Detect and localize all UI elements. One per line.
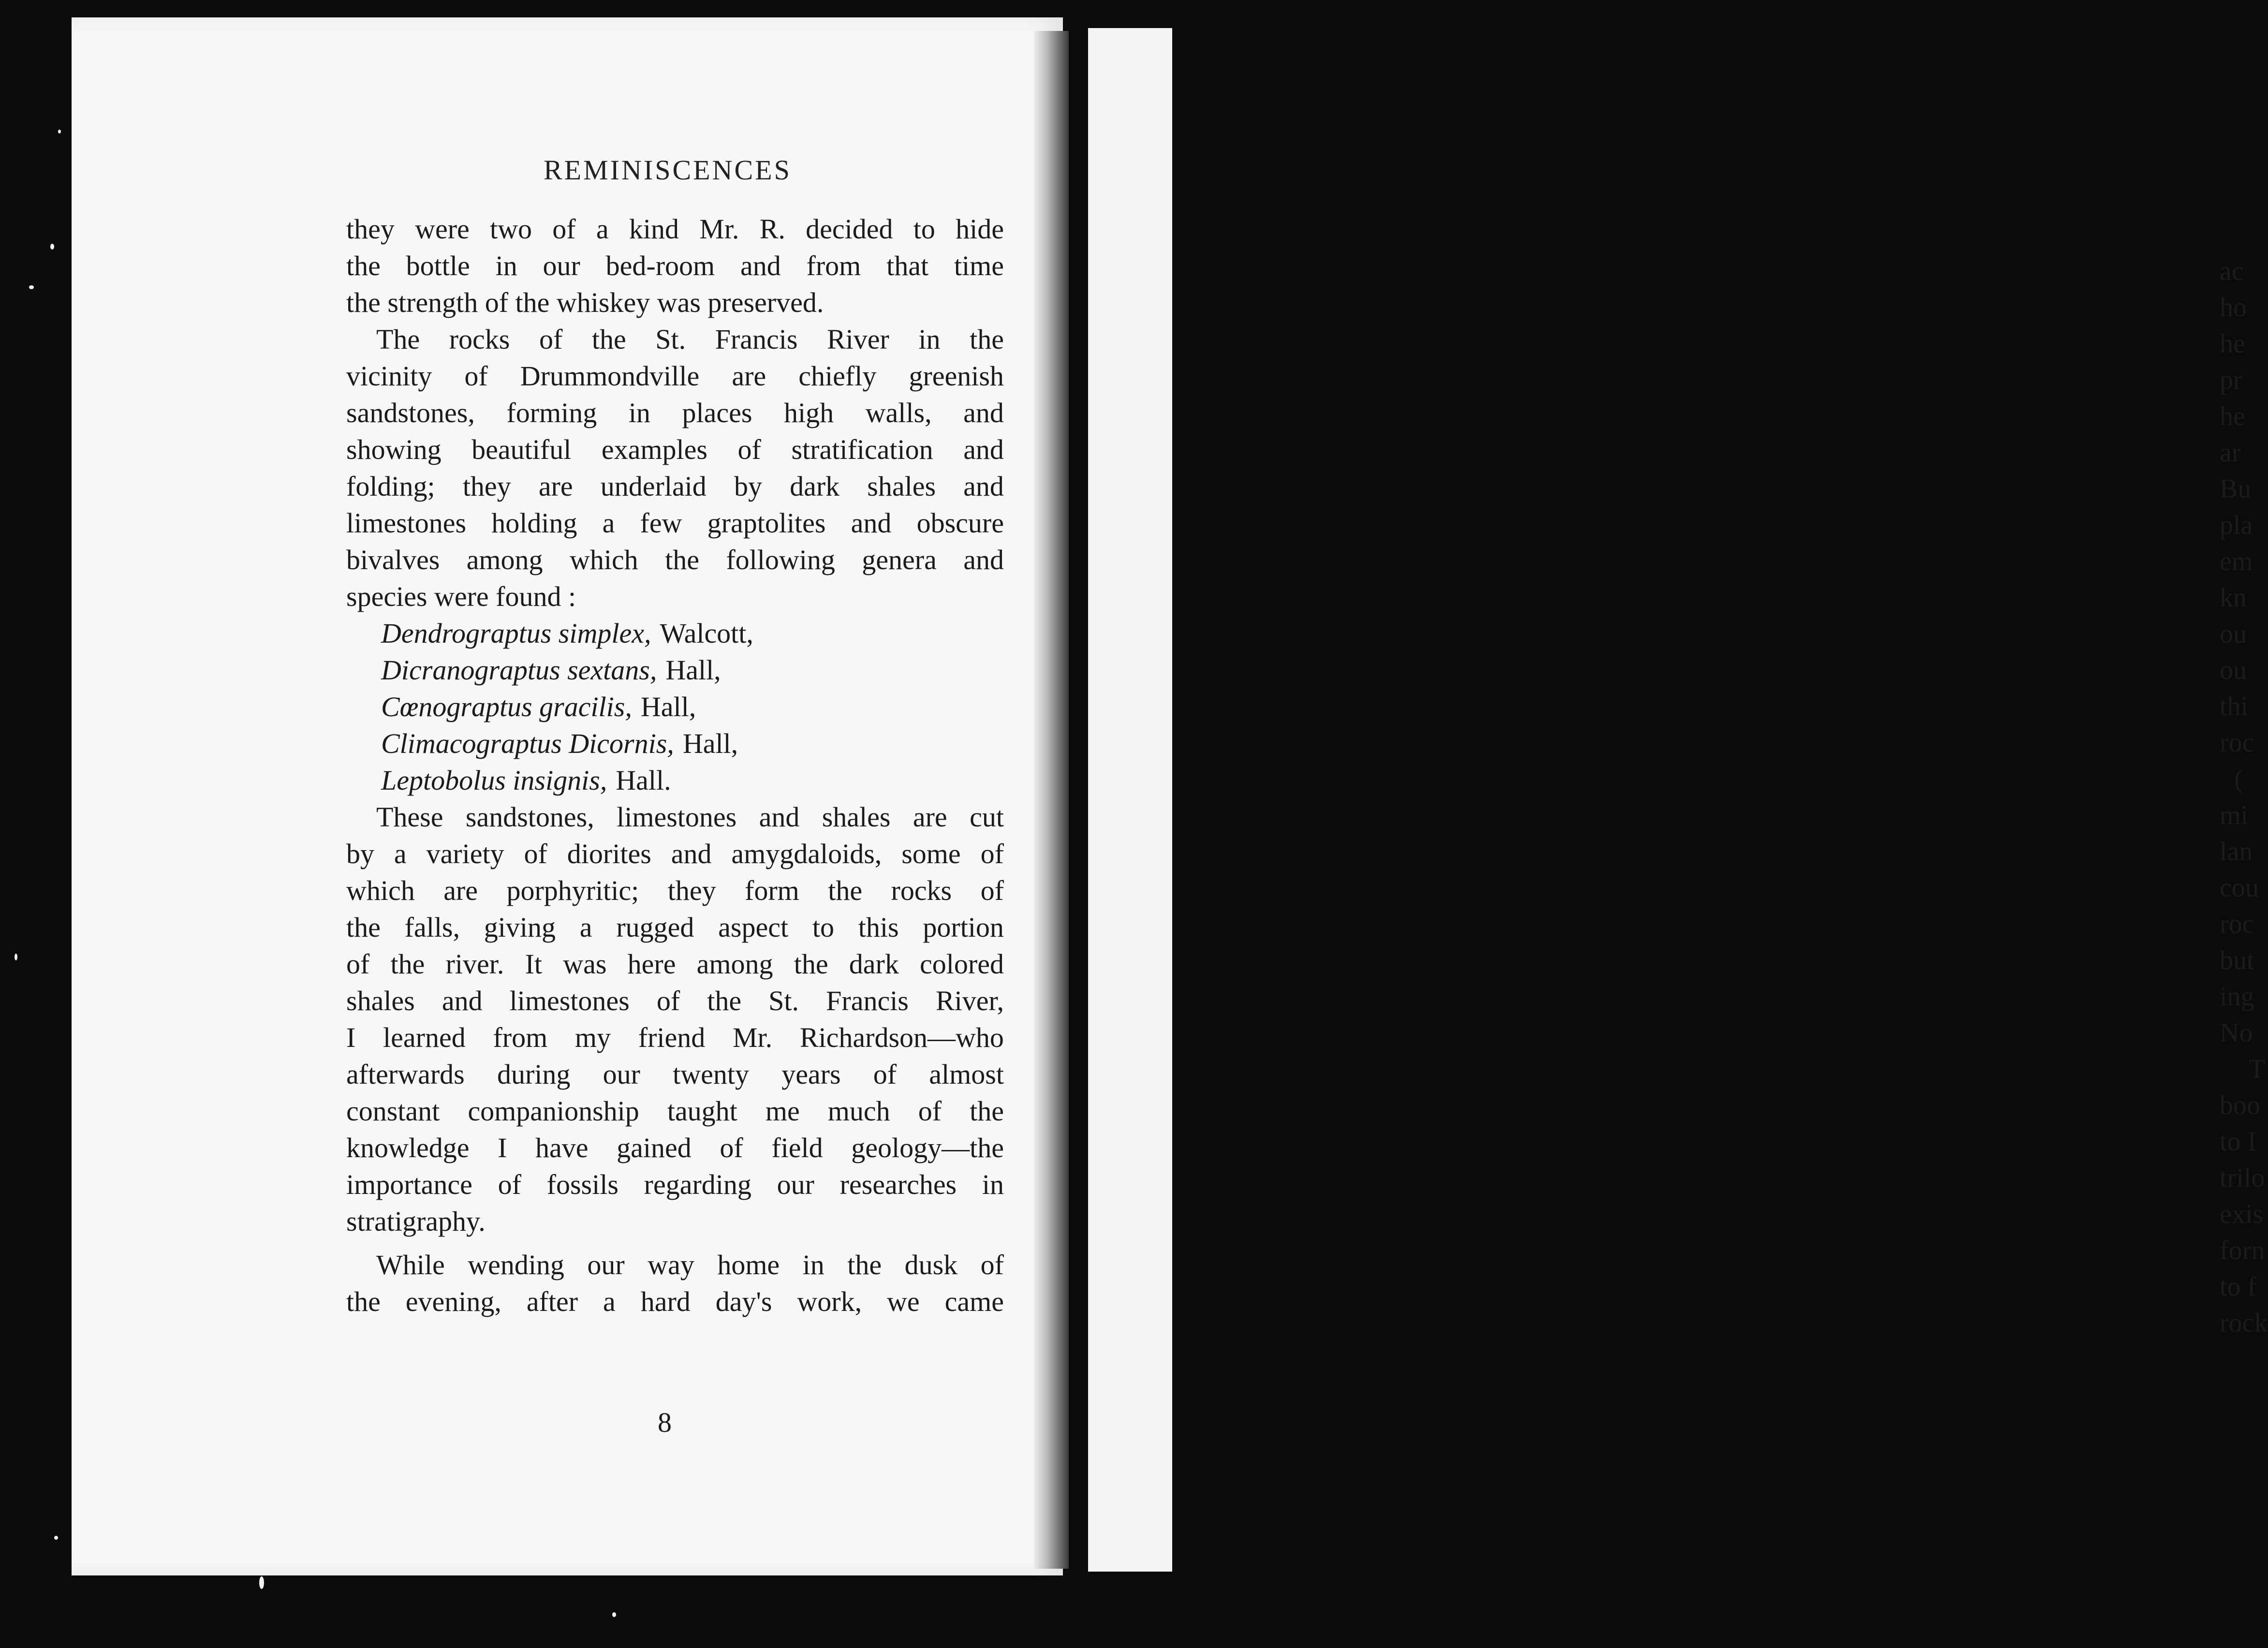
word: portion [923,912,1004,943]
word: my [574,1022,611,1053]
word: kind [629,213,679,245]
word: friend [638,1022,706,1053]
word: underlaid [600,471,707,502]
word: Mr. [699,213,739,245]
word: graptolites [707,507,826,539]
word: of [539,324,563,355]
word: our [587,1249,625,1280]
word: dark [849,948,899,980]
word: knowledge [346,1132,470,1163]
word: and [759,801,800,833]
word: this [858,912,899,943]
word: shales [822,801,891,833]
word: of [552,213,576,245]
facing-page-line: thi [2220,692,2249,721]
word: holding [491,507,577,539]
word: from [493,1022,548,1053]
word: bottle [406,250,470,281]
text-line [346,1056,1004,1093]
text-line [346,1019,1004,1056]
facing-page-line: kn [2220,583,2247,613]
word: showing [346,434,442,465]
text-line: stratigraphy. [346,1206,486,1237]
facing-page-line: Bu [2220,474,2252,504]
word: and [963,434,1004,465]
word: and [671,838,712,869]
word: and [442,985,483,1016]
word: the [591,324,626,355]
paragraph-gap [346,1240,1004,1247]
word: two [490,213,532,245]
word: It [525,948,543,980]
word: regarding [644,1169,751,1200]
text-line: the strength of the whiskey was preserved. [346,287,824,318]
word: way [648,1249,694,1280]
word: forming [506,397,597,428]
word: dark [790,471,840,502]
word: Drummondville [520,360,700,392]
word: walls, [865,397,932,428]
word: time [954,250,1004,281]
scan-speck [29,285,34,289]
text-line [346,799,1004,836]
word: porphyritic; [506,875,639,906]
text-line [346,505,1004,542]
running-head: REMINISCENCES [544,154,792,186]
word: during [497,1059,571,1090]
word: dusk [904,1249,958,1280]
word: in [982,1169,1004,1200]
facing-page-line: ac [2220,256,2244,286]
word: obscure [916,507,1004,539]
species-author: Hall, [682,728,738,759]
facing-page-line: exis [2220,1199,2264,1229]
word: and [740,250,781,281]
word: These [376,801,443,833]
word: of [720,1132,743,1163]
word: amygdaloids, [731,838,882,869]
text-line [346,1166,1004,1203]
word: following [726,544,835,575]
word: diorites [567,838,651,869]
word: River, [935,985,1004,1016]
word: of [737,434,761,465]
facing-page-line: lan [2220,837,2253,867]
word: examples [601,434,707,465]
word: are [538,471,573,502]
word: from [806,250,861,281]
word: among [696,948,773,980]
scan-speck [259,1576,264,1589]
text-line [346,468,1004,505]
word: The [376,324,420,355]
word: of [873,1059,897,1090]
text-line [346,1247,1004,1283]
facing-page-line: T [2249,1054,2266,1084]
word: gained [617,1132,692,1163]
word: limestones [617,801,737,833]
text-line: species were found : [346,581,576,612]
word: the [707,985,742,1016]
word: bed-room [605,250,715,281]
word: While [376,1249,445,1280]
text-line [346,872,1004,909]
word: of [524,838,547,869]
text-line [346,1093,1004,1130]
word: Francis [715,324,798,355]
species-name: Dendrograptus simplex, [381,618,651,649]
page-body [346,211,1004,1320]
facing-page-line: but [2220,945,2254,975]
word: are [913,801,947,833]
word: almost [929,1059,1004,1090]
facing-page-line: pla [2220,510,2253,540]
scan-speck [612,1612,616,1617]
word: shales [346,985,415,1016]
word: stratification [791,434,933,465]
text-line [346,211,1004,248]
word: our [543,250,580,281]
species-entry [346,652,1004,689]
word: high [783,397,834,428]
word: the [346,1286,381,1317]
facing-page-line: pr [2220,365,2242,395]
word: researches [839,1169,957,1200]
word: shales [867,471,936,502]
word: our [777,1169,814,1200]
word: much [827,1095,890,1127]
text-line [346,395,1004,431]
book-gutter-shadow [1034,31,1069,1569]
word: bivalves [346,544,440,575]
species-author: Hall, [665,654,721,686]
word: the [970,324,1004,355]
word: in [628,397,650,428]
word: some [901,838,961,869]
word: limestones [346,507,467,539]
facing-page-line: he [2220,401,2245,431]
word: of [346,948,370,980]
word: decided [806,213,893,245]
word: here [627,948,676,980]
word: vicinity [346,360,432,392]
word: the [665,544,699,575]
word: of [980,838,1004,869]
word: hard [640,1286,691,1317]
species-name: Climacograptus Dicornis, [381,728,674,759]
word: are [443,875,478,906]
word: giving [484,912,556,943]
word: folding; [346,471,435,502]
word: fossils [546,1169,619,1200]
text-line [346,248,1004,284]
text-line [346,542,1004,578]
facing-page-line: to f [2220,1272,2257,1302]
word: we [887,1286,920,1317]
word: the [390,948,425,980]
word: of [918,1095,942,1127]
word: which [569,544,638,575]
word: river. [445,948,504,980]
facing-page-line: to I [2220,1127,2257,1157]
word: variety [426,838,504,869]
word: chiefly [798,360,877,392]
facing-page-line: em [2220,546,2253,576]
facing-page-line: ho [2220,293,2247,323]
facing-page-line: mi [2220,800,2249,830]
word: a [596,213,609,245]
facing-page-line: forn [2220,1236,2265,1265]
text-line [346,909,1004,946]
word: Richardson—who [799,1022,1004,1053]
word: in [495,250,517,281]
word: of [656,985,680,1016]
word: of [980,875,1004,906]
text-line [346,1130,1004,1166]
text-line [346,321,1004,358]
facing-page-line: ou [2220,655,2247,685]
text-line [346,946,1004,983]
word: Francis [826,985,909,1016]
species-author: Hall. [616,765,671,796]
text-line [346,358,1004,395]
word: the [847,1249,882,1280]
word: a [602,507,615,539]
word: beautiful [471,434,572,465]
word: importance [346,1169,472,1200]
word: and [963,397,1004,428]
word: me [765,1095,800,1127]
scan-speck [15,954,17,960]
word: have [535,1132,589,1163]
word: to [913,213,935,245]
facing-page-line: ( [2234,764,2243,794]
word: rocks [449,324,510,355]
text-line [346,431,1004,468]
species-entry [346,689,1004,725]
word: St. [768,985,799,1016]
species-entry [346,725,1004,762]
word: home [717,1249,780,1280]
word: a [394,838,407,869]
word: our [603,1059,640,1090]
word: constant [346,1095,440,1127]
text-line [346,836,1004,872]
facing-page-line: rock [2220,1308,2268,1338]
word: places [682,397,752,428]
facing-page-line: ou [2220,619,2247,649]
facing-page-line: ar [2220,438,2241,468]
word: work, [797,1286,862,1317]
scan-speck [50,244,54,250]
word: are [732,360,766,392]
word: was [563,948,607,980]
facing-page-line: No [2220,1018,2253,1048]
facing-page-line: he [2220,329,2245,359]
word: of [498,1169,521,1200]
facing-page-line: boo [2220,1090,2260,1120]
word: hide [956,213,1004,245]
word: were [415,213,470,245]
word: a [603,1286,616,1317]
word: to [812,912,834,943]
word: they [462,471,511,502]
word: sandstones, [346,397,475,428]
word: St. [655,324,686,355]
word: by [346,838,374,869]
word: the [970,1095,1004,1127]
word: afterwards [346,1059,465,1090]
word: genera [862,544,937,575]
word: in [918,324,941,355]
word: and [963,471,1004,502]
word: among [466,544,543,575]
word: they [667,875,716,906]
page-number: 8 [658,1407,672,1438]
facing-page [1088,28,2268,1572]
word: and [851,507,892,539]
word: in [802,1249,825,1280]
word: greenish [909,360,1004,392]
species-author: Hall, [640,691,696,722]
word: they [346,213,395,245]
word: and [963,544,1004,575]
word: River [827,324,889,355]
word: wending [468,1249,564,1280]
species-name: Cœnograptus gracilis, [381,691,632,722]
facing-page-line: ing [2220,982,2254,1012]
species-name: Dicranograptus sextans, [381,654,657,686]
word: the [794,948,828,980]
word: I [498,1132,507,1163]
scan-speck [54,1536,58,1540]
word: rugged [616,912,694,943]
word: R. [759,213,785,245]
species-entry [346,762,1004,799]
word: by [734,471,762,502]
word: twenty [673,1059,749,1090]
word: limestones [509,985,630,1016]
word: of [980,1249,1004,1280]
word: years [781,1059,841,1090]
facing-page-line: trilo [2220,1163,2265,1193]
word: Mr. [732,1022,773,1053]
word: the [346,250,381,281]
word: taught [667,1095,737,1127]
word: form [745,875,799,906]
word: evening, [405,1286,501,1317]
text-line [346,1283,1004,1320]
species-entry [346,615,1004,652]
word: which [346,875,415,906]
word: geology—the [851,1132,1004,1163]
species-name: Leptobolus insignis, [381,765,607,796]
word: of [464,360,488,392]
word: the [346,912,381,943]
species-author: Walcott, [660,618,753,649]
facing-page-text [2220,253,2268,1341]
word: companionship [468,1095,639,1127]
word: after [526,1286,578,1317]
word: came [944,1286,1004,1317]
facing-page-line: cou [2220,873,2259,903]
word: learned [383,1022,466,1053]
scan-speck [58,130,61,133]
word: a [579,912,592,943]
word: field [771,1132,823,1163]
word: cut [970,801,1004,833]
word: rocks [891,875,952,906]
word: aspect [718,912,789,943]
word: falls, [404,912,460,943]
word: colored [920,948,1004,980]
facing-page-line: roc [2220,728,2254,758]
word: I [346,1022,356,1053]
text-line [346,983,1004,1019]
word: few [640,507,682,539]
word: the [828,875,863,906]
word: day's [715,1286,772,1317]
facing-page-line: roc [2220,909,2254,939]
word: sandstones, [465,801,594,833]
word: that [886,250,929,281]
